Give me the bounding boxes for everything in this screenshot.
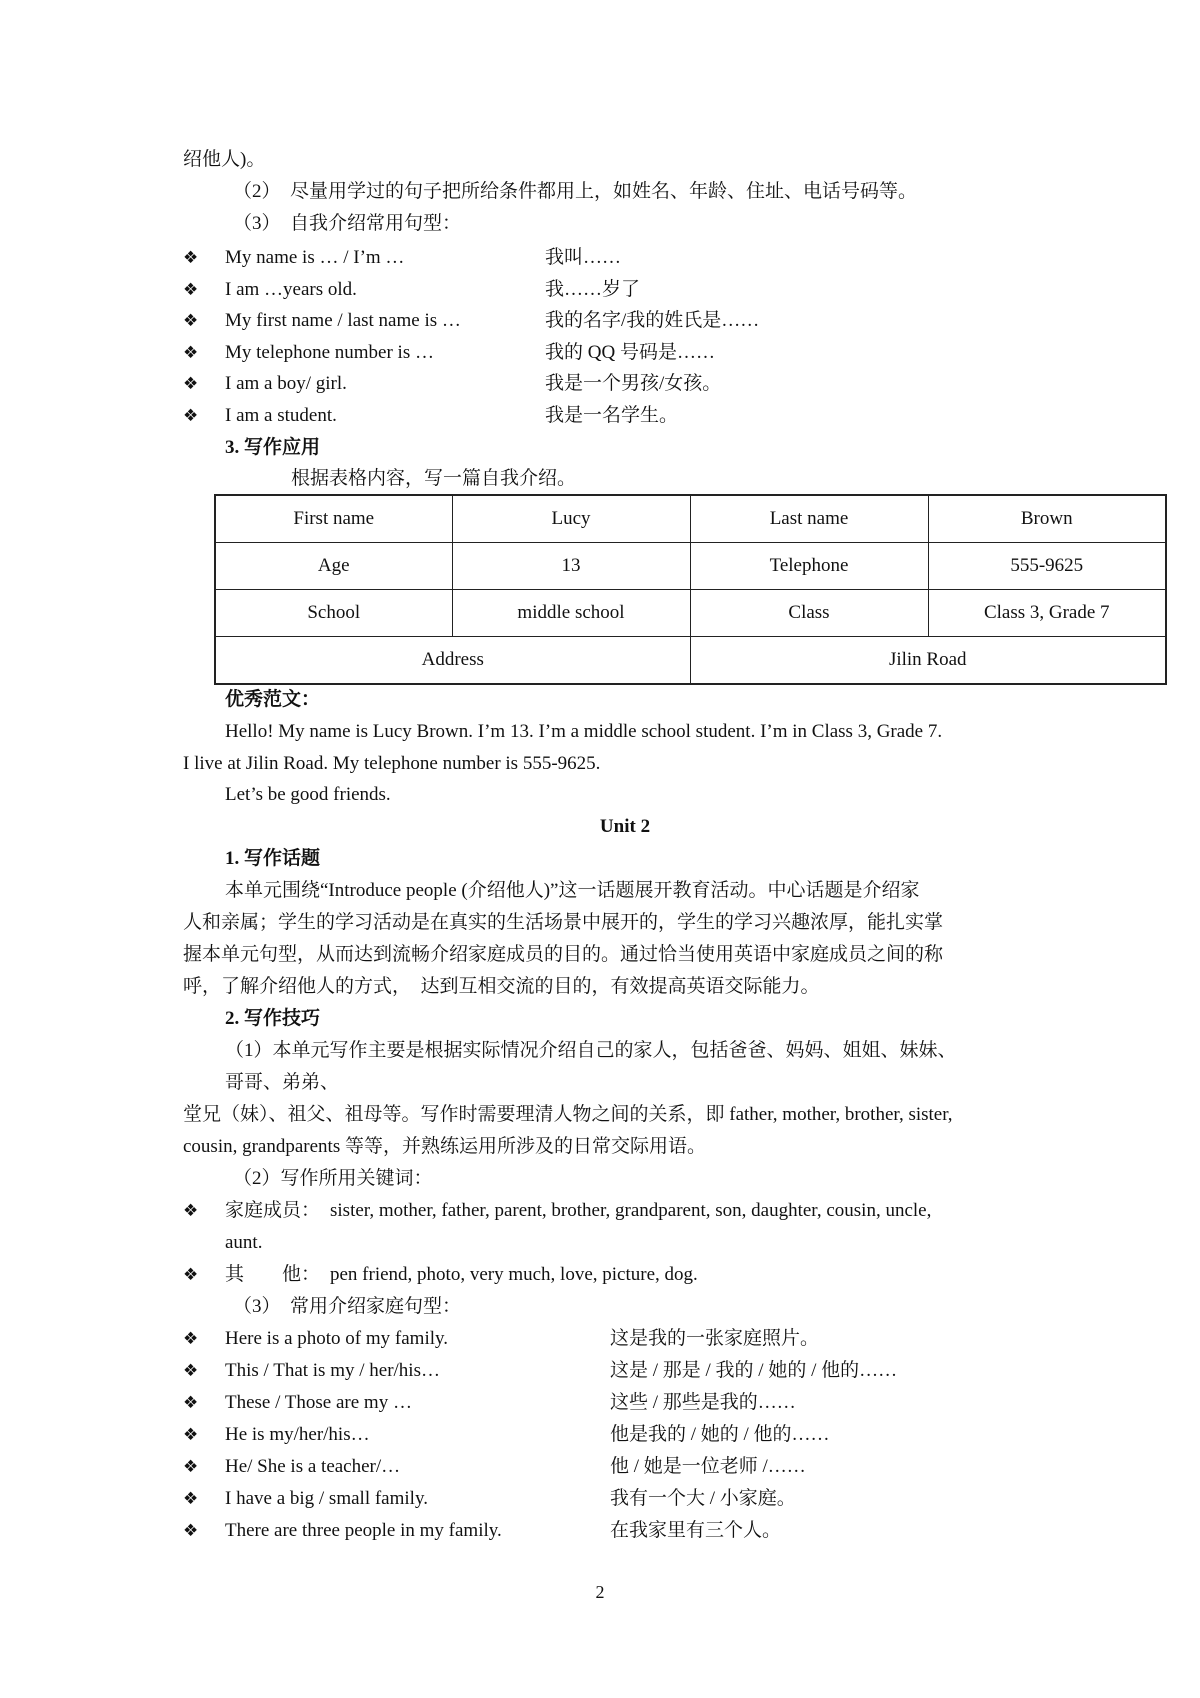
- keyword-label: 其 他：: [225, 1264, 321, 1285]
- table-cell: School: [215, 590, 452, 637]
- paragraph-line: 呼，了解介绍他人的方式， 达到互相交流的目的，有效提高英语交际能力。: [183, 976, 820, 997]
- keyword-label: 家庭成员：: [225, 1200, 321, 1221]
- english-sentence: My telephone number is …: [225, 342, 434, 363]
- chinese-translation: 这些 / 那些是我的……: [610, 1392, 796, 1413]
- info-table: [214, 494, 1167, 685]
- bullet-icon: ❖: [183, 1489, 199, 1509]
- text-line: 绍他人)。: [183, 149, 266, 170]
- table-row: [215, 590, 1166, 637]
- bullet-icon: ❖: [183, 1457, 199, 1477]
- table-cell: Last name: [690, 495, 928, 543]
- bullet-icon: ❖: [183, 343, 199, 363]
- table-cell: Class: [690, 590, 928, 637]
- chinese-translation: 我是一名学生。: [545, 405, 679, 426]
- paragraph-line: 人和亲属；学生的学习活动是在真实的生活场景中展开的，学生的学习兴趣浓厚，能扎实掌: [183, 912, 944, 933]
- chinese-translation: 在我家里有三个人。: [610, 1520, 782, 1541]
- bullet-icon: ❖: [183, 280, 199, 300]
- section-heading: 1. 写作话题: [225, 848, 321, 869]
- chinese-translation: 我的 QQ 号码是……: [545, 342, 715, 363]
- english-sentence: He is my/her/his…: [225, 1424, 370, 1445]
- bullet-icon: ❖: [183, 1393, 199, 1413]
- keywords-heading: （2）写作所用关键词：: [233, 1168, 433, 1189]
- english-sentence: My name is … / I’m …: [225, 247, 405, 268]
- english-sentence: These / Those are my …: [225, 1392, 412, 1413]
- chinese-translation: 他是我的 / 她的 / 他的……: [610, 1424, 830, 1445]
- chinese-translation: 我是一个男孩/女孩。: [545, 373, 722, 394]
- paragraph-line: cousin, grandparents 等等，并熟练运用所涉及的日常交际用语。: [183, 1136, 706, 1157]
- unit-title: Unit 2: [599, 816, 651, 837]
- bullet-icon: ❖: [183, 1425, 199, 1445]
- chinese-translation: 我叫……: [545, 247, 622, 268]
- tip-3: （3） 自我介绍常用句型：: [233, 213, 462, 234]
- chinese-translation: 这是 / 那是 / 我的 / 她的 / 他的……: [610, 1360, 898, 1381]
- model-essay-line: Let’s be good friends.: [225, 784, 391, 805]
- table-cell: First name: [215, 495, 452, 543]
- keyword-text: sister, mother, father, parent, brother, grandparent, son, daughter, cousin, uncle,: [330, 1200, 932, 1221]
- instruction-text: 根据表格内容，写一篇自我介绍。: [291, 468, 577, 489]
- table-cell: 555-9625: [928, 543, 1166, 590]
- english-sentence: This / That is my / her/his…: [225, 1360, 440, 1381]
- table-cell: Jilin Road: [690, 637, 1166, 685]
- paragraph-line: 握本单元句型，从而达到流畅介绍家庭成员的目的。通过恰当使用英语中家庭成员之间的称: [183, 944, 944, 965]
- chinese-translation: 我有一个大 / 小家庭。: [610, 1488, 796, 1509]
- paragraph-line: 堂兄（妹）、祖父、祖母等。写作时需要理清人物之间的关系，即 father, mother, brother, sister,: [183, 1104, 953, 1125]
- english-sentence: He/ She is a teacher/…: [225, 1456, 401, 1477]
- bullet-icon: ❖: [183, 248, 199, 268]
- chinese-translation: 我的名字/我的姓氏是……: [545, 310, 760, 331]
- table-cell: Brown: [928, 495, 1166, 543]
- page-number: 2: [595, 1582, 605, 1602]
- phrases-heading: （3） 常用介绍家庭句型：: [233, 1296, 462, 1317]
- chinese-translation: 他 / 她是一位老师 /……: [610, 1456, 806, 1477]
- english-sentence: I am …years old.: [225, 279, 357, 300]
- table-cell: Telephone: [690, 543, 928, 590]
- paragraph-line: 哥哥、弟弟、: [225, 1072, 340, 1093]
- keyword-text-continued: aunt.: [225, 1232, 263, 1253]
- keyword-text: pen friend, photo, very much, love, picture, dog.: [330, 1264, 698, 1285]
- section-heading: 2. 写作技巧: [225, 1008, 321, 1029]
- chinese-translation: 这是我的一张家庭照片。: [610, 1328, 820, 1349]
- section-heading: 3. 写作应用: [225, 437, 321, 458]
- bullet-icon: ❖: [183, 406, 199, 426]
- table-cell: Address: [215, 637, 690, 685]
- bullet-icon: ❖: [183, 311, 199, 331]
- table-row: [215, 495, 1166, 543]
- table-cell: Class 3, Grade 7: [928, 590, 1166, 637]
- bullet-icon: ❖: [183, 1329, 199, 1349]
- model-essay-line: Hello! My name is Lucy Brown. I’m 13. I’m a middle school student. I’m in Class 3, Grade 7.: [225, 721, 943, 742]
- model-essay-line: I live at Jilin Road. My telephone number is 555-9625.: [183, 753, 601, 774]
- table-cell: Lucy: [452, 495, 690, 543]
- bullet-icon: ❖: [183, 1361, 199, 1381]
- table-cell: middle school: [452, 590, 690, 637]
- bullet-icon: ❖: [183, 1265, 199, 1285]
- table-row: [215, 543, 1166, 590]
- table-cell: Age: [215, 543, 452, 590]
- english-sentence: I am a boy/ girl.: [225, 373, 347, 394]
- paragraph-line: （1）本单元写作主要是根据实际情况介绍自己的家人，包括爸爸、妈妈、姐姐、妹妹、: [225, 1040, 957, 1061]
- model-essay-heading: 优秀范文：: [225, 689, 321, 710]
- english-sentence: I have a big / small family.: [225, 1488, 428, 1509]
- bullet-icon: ❖: [183, 1201, 199, 1221]
- english-sentence: I am a student.: [225, 405, 337, 426]
- bullet-icon: ❖: [183, 374, 199, 394]
- chinese-translation: 我……岁了: [545, 279, 641, 300]
- tip-2: （2） 尽量用学过的句子把所给条件都用上，如姓名、年龄、住址、电话号码等。: [233, 181, 918, 202]
- table-cell: 13: [452, 543, 690, 590]
- english-sentence: My first name / last name is …: [225, 310, 461, 331]
- table-row: [215, 637, 1166, 685]
- english-sentence: Here is a photo of my family.: [225, 1328, 449, 1349]
- bullet-icon: ❖: [183, 1521, 199, 1541]
- paragraph-line: 本单元围绕“Introduce people (介绍他人)”这一话题展开教育活动。中心话题是介绍家: [225, 880, 920, 901]
- english-sentence: There are three people in my family.: [225, 1520, 502, 1541]
